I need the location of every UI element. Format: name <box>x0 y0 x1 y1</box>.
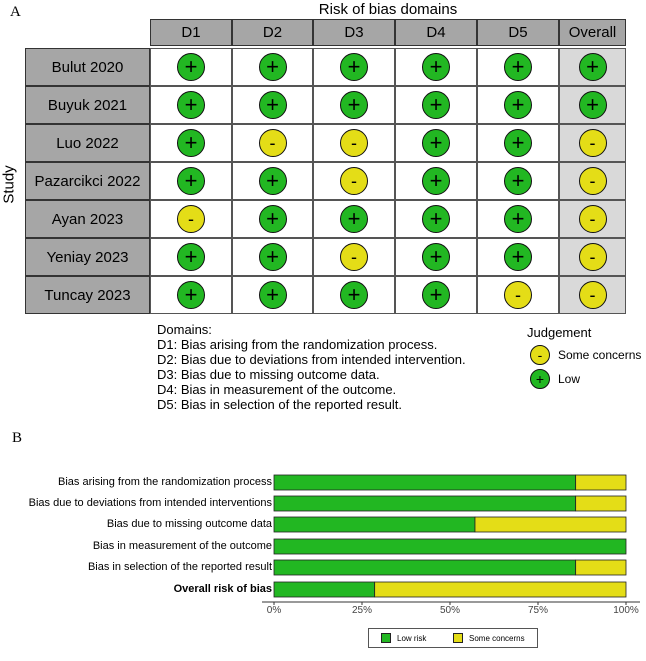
column-header-d2: D2 <box>232 19 313 46</box>
study-label: Bulut 2020 <box>25 48 150 86</box>
judgement-cell <box>559 162 626 200</box>
bar-segment-some-concerns <box>576 560 626 575</box>
judgement-cell <box>559 200 626 238</box>
low-risk-marker: + <box>504 167 532 195</box>
study-axis-label: Study <box>0 165 18 204</box>
bar-segment-some-concerns <box>475 517 626 532</box>
low-risk-marker: + <box>504 243 532 271</box>
study-label: Buyuk 2021 <box>25 86 150 124</box>
legend-label-low-risk: Low risk <box>397 634 427 643</box>
panel-a-label: A <box>10 4 21 20</box>
domain-description: D2: Bias due to deviations from intended intervention. <box>157 352 466 367</box>
legend-label-some-concerns: Some concerns <box>469 634 525 643</box>
low-risk-marker: + <box>340 53 368 81</box>
low-risk-marker: + <box>340 205 368 233</box>
judgement-cell <box>313 124 395 162</box>
study-label: Luo 2022 <box>25 124 150 162</box>
bar-category-label: Bias in selection of the reported result <box>87 561 272 573</box>
judgement-cell <box>232 276 313 314</box>
judgement-cell <box>477 86 559 124</box>
bar-segment-low-risk <box>274 496 576 511</box>
judgement-cell <box>150 124 232 162</box>
judgement-cell <box>477 276 559 314</box>
judgement-cell <box>313 162 395 200</box>
bar-category-label: Bias due to missing outcome data <box>106 518 272 530</box>
judgement-cell <box>395 162 477 200</box>
column-header-d3: D3 <box>313 19 395 46</box>
judgement-cell <box>232 238 313 276</box>
low-risk-marker: + <box>422 167 450 195</box>
judgement-cell <box>395 48 477 86</box>
judgement-cell <box>232 86 313 124</box>
bar-segment-some-concerns <box>576 496 626 511</box>
low-risk-marker: + <box>177 53 205 81</box>
low-risk-marker: + <box>422 53 450 81</box>
column-header-d1: D1 <box>150 19 232 46</box>
bar-legend <box>368 628 538 648</box>
low-risk-marker: + <box>340 281 368 309</box>
domain-description: D3: Bias due to missing outcome data. <box>157 367 380 382</box>
judgement-cell <box>313 276 395 314</box>
some-concerns-marker: - <box>579 167 607 195</box>
some-concerns-marker: - <box>579 129 607 157</box>
judgement-cell <box>395 200 477 238</box>
low-risk-marker: + <box>259 281 287 309</box>
judgement-cell <box>232 48 313 86</box>
study-label: Tuncay 2023 <box>25 276 150 314</box>
low-risk-marker: + <box>259 167 287 195</box>
judgement-cell <box>150 162 232 200</box>
bar-segment-low-risk <box>274 539 626 554</box>
some-concerns-marker: - <box>579 281 607 309</box>
legend-some-concerns-marker: - <box>530 345 550 365</box>
low-risk-marker: + <box>177 281 205 309</box>
some-concerns-marker: - <box>579 205 607 233</box>
panel-b-label: B <box>12 430 23 446</box>
low-risk-marker: + <box>579 91 607 119</box>
low-risk-marker: + <box>504 53 532 81</box>
bar-segment-low-risk <box>274 582 375 597</box>
low-risk-marker: + <box>177 167 205 195</box>
domain-description: D5: Bias in selection of the reported result. <box>157 397 402 412</box>
some-concerns-marker: - <box>340 243 368 271</box>
low-risk-marker: + <box>422 205 450 233</box>
judgement-cell <box>313 48 395 86</box>
judgement-cell <box>313 86 395 124</box>
low-risk-marker: + <box>422 281 450 309</box>
low-risk-marker: + <box>259 53 287 81</box>
judgement-cell <box>477 200 559 238</box>
bar-segment-low-risk <box>274 560 576 575</box>
column-header-d5: D5 <box>477 19 559 46</box>
domain-description: D1: Bias arising from the randomization process. <box>157 337 438 352</box>
bar-segment-low-risk <box>274 517 475 532</box>
judgement-cell <box>150 86 232 124</box>
judgement-cell <box>559 124 626 162</box>
low-risk-marker: + <box>422 243 450 271</box>
judgement-cell <box>395 276 477 314</box>
judgement-cell <box>395 124 477 162</box>
judgement-cell <box>477 238 559 276</box>
some-concerns-marker: - <box>177 205 205 233</box>
column-header-overall: Overall <box>559 19 626 46</box>
low-risk-marker: + <box>422 91 450 119</box>
judgement-legend-label: Some concerns <box>558 348 642 362</box>
domains-legend-title: Domains: <box>157 322 212 337</box>
x-tick-label: 25% <box>351 605 373 616</box>
bar-segment-some-concerns <box>576 475 626 490</box>
judgement-cell <box>395 238 477 276</box>
x-tick-label: 0% <box>266 605 282 616</box>
judgement-cell <box>559 238 626 276</box>
judgement-cell <box>559 86 626 124</box>
some-concerns-marker: - <box>504 281 532 309</box>
x-tick-label: 75% <box>527 605 549 616</box>
bar-segment-some-concerns <box>375 582 626 597</box>
domain-description: D4: Bias in measurement of the outcome. <box>157 382 397 397</box>
judgement-cell <box>150 238 232 276</box>
some-concerns-marker: - <box>340 129 368 157</box>
judgement-cell <box>232 200 313 238</box>
low-risk-marker: + <box>177 243 205 271</box>
bar-category-label: Overall risk of bias <box>173 583 272 595</box>
judgement-cell <box>559 48 626 86</box>
some-concerns-marker: - <box>259 129 287 157</box>
low-risk-marker: + <box>177 129 205 157</box>
low-risk-marker: + <box>579 53 607 81</box>
x-tick-label: 100% <box>613 605 639 616</box>
judgement-cell <box>477 48 559 86</box>
bar-category-label: Bias arising from the randomization process <box>58 476 272 488</box>
low-risk-marker: + <box>259 243 287 271</box>
low-risk-marker: + <box>422 129 450 157</box>
low-risk-marker: + <box>340 91 368 119</box>
low-risk-marker: + <box>504 205 532 233</box>
judgement-cell <box>232 162 313 200</box>
judgement-cell <box>477 162 559 200</box>
legend-swatch-low-risk <box>381 633 391 643</box>
judgement-cell <box>150 276 232 314</box>
study-label: Yeniay 2023 <box>25 238 150 276</box>
some-concerns-marker: - <box>579 243 607 271</box>
legend-swatch-some-concerns <box>453 633 463 643</box>
judgement-cell <box>559 276 626 314</box>
study-label: Ayan 2023 <box>25 200 150 238</box>
judgement-cell <box>232 124 313 162</box>
some-concerns-marker: - <box>340 167 368 195</box>
judgement-cell <box>477 124 559 162</box>
column-header-d4: D4 <box>395 19 477 46</box>
judgement-cell <box>150 200 232 238</box>
judgement-legend-label: Low <box>558 372 581 386</box>
judgement-cell <box>313 238 395 276</box>
legend-low-marker: + <box>530 369 550 389</box>
low-risk-marker: + <box>504 129 532 157</box>
judgement-legend-title: Judgement <box>527 325 592 340</box>
low-risk-marker: + <box>177 91 205 119</box>
low-risk-marker: + <box>259 91 287 119</box>
low-risk-marker: + <box>259 205 287 233</box>
study-label: Pazarcikci 2022 <box>25 162 150 200</box>
low-risk-marker: + <box>504 91 532 119</box>
bar-category-label: Bias in measurement of the outcome <box>92 540 272 552</box>
judgement-cell <box>150 48 232 86</box>
bar-category-label: Bias due to deviations from intended interventions <box>28 497 272 509</box>
judgement-cell <box>395 86 477 124</box>
bar-segment-low-risk <box>274 475 576 490</box>
risk-of-bias-title: Risk of bias domains <box>318 1 458 18</box>
judgement-cell <box>313 200 395 238</box>
x-tick-label: 50% <box>439 605 461 616</box>
